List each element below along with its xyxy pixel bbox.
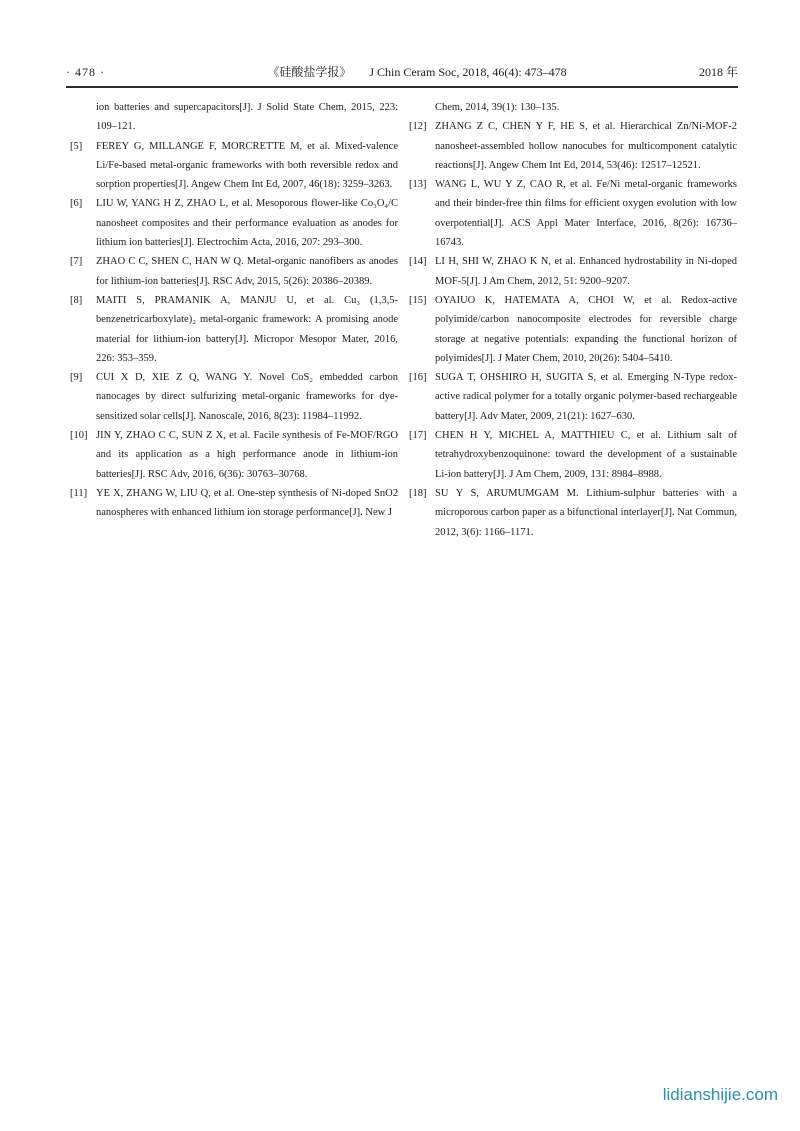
reference-text: YE X, ZHANG W, LIU Q, et al. One-step synthesis of Ni-doped SnO2 nanospheres with enhanced lithium ion storage performance[J]. New J <box>96 487 398 519</box>
reference-label: [13] <box>409 179 427 191</box>
reference-label: [9] <box>70 372 83 384</box>
references-column-left <box>70 98 398 542</box>
reference-text: ion batteries and supercapacitors[J]. J Solid State Chem, 2015, 223: 109–121. <box>96 102 398 133</box>
reference-text: Chem, 2014, 39(1): 130–135. <box>435 102 560 113</box>
reference-text: LIU W, YANG H Z, ZHAO L, et al. Mesoporous flower-like Co₃O₄/C nanosheet composites and their performance evaluation as anodes for lithium ion batteries[J]. Electrochim Acta, 2016, 207: 293–300. <box>96 198 398 249</box>
page-header <box>66 63 738 88</box>
reference-item <box>409 252 737 291</box>
reference-label: [10] <box>70 430 88 442</box>
reference-text: SU Y S, ARUMUMGAM M. Lithium-sulphur batteries with a microporous carbon paper as a bifunctional interlayer[J]. Nat Commun, 2012, 3(6): 1166–1171. <box>435 487 737 538</box>
reference-item <box>409 368 737 426</box>
reference-text: LI H, SHI W, ZHAO K N, et al. Enhanced hydrostability in Ni-doped MOF-5[J]. J Am Chem, 2012, 51: 9200–9207. <box>435 256 737 287</box>
references-section <box>70 98 737 542</box>
page-number: · 478 · <box>66 65 105 79</box>
reference-text: CHEN H Y, MICHEL A, MATTHIEU C, et al. Lithium salt of tetrahydroxybenzoquinone: toward the development of a sustainable Li-ion battery[J]. J Am Chem, 2009, 131: 8984–8988. <box>435 430 737 480</box>
reference-label: [14] <box>409 256 427 268</box>
reference-continuation <box>70 98 398 137</box>
reference-item <box>409 426 737 484</box>
references-column-right <box>409 98 737 542</box>
reference-label: [16] <box>409 372 427 384</box>
reference-item <box>70 252 398 291</box>
reference-text: SUGA T, OHSHIRO H, SUGITA S, et al. Emerging N-Type redox-active radical polymer for a totally organic polymer-based rechargeable battery[J]. Adv Mater, 2009, 21(21): 1627–630. <box>435 372 737 422</box>
journal-citation: J Chin Ceram Soc, 2018, 46(4): 473–478 <box>369 65 567 79</box>
reference-item <box>409 175 737 252</box>
reference-item <box>70 291 398 368</box>
reference-label: [8] <box>70 294 83 306</box>
reference-label: [15] <box>409 294 427 306</box>
reference-item <box>70 426 398 484</box>
reference-item <box>409 291 737 368</box>
reference-item <box>409 117 737 175</box>
reference-text: ZHANG Z C, CHEN Y F, HE S, et al. Hierarchical Zn/Ni-MOF-2 nanosheet-assembled hollow nanocubes for multicomponent catalytic reactions[J]. Angew Chem Int Ed, 2014, 53(46): 12517–12521. <box>435 121 737 171</box>
reference-text: FEREY G, MILLANGE F, MORCRETTE M, et al. Mixed-valence Li/Fe-based metal-organic frameworks with both reversible redox and sorption properties[J]. Angew Chem Int Ed, 2007, 46(18): 3259–3263. <box>96 140 398 191</box>
reference-text: CUI X D, XIE Z Q, WANG Y. Novel CoS₂ embedded carbon nanocages by direct sulfurizing metal-organic frameworks for dye-sensitized solar cells[J]. Nanoscale, 2016, 8(23): 11984–11992. <box>96 372 398 422</box>
reference-item <box>70 194 398 252</box>
reference-text: JIN Y, ZHAO C C, SUN Z X, et al. Facile synthesis of Fe-MOF/RGO and its application as a high performance anode in lithium-ion batteries[J]. RSC Adv, 2016, 6(36): 30763–30768. <box>96 430 398 480</box>
reference-label: [11] <box>70 487 88 499</box>
journal-title <box>156 63 678 80</box>
reference-label: [17] <box>409 430 427 442</box>
journal-title-chinese: 《硅酸盐学报》 <box>267 65 352 79</box>
reference-item <box>70 368 398 426</box>
reference-label: [18] <box>409 487 427 499</box>
reference-label: [6] <box>70 198 83 210</box>
reference-label: [5] <box>70 140 83 152</box>
reference-continuation <box>409 98 737 117</box>
reference-text: MAITI S, PRAMANIK A, MANJU U, et al. Cu₃ (1,3,5-benzenetricarboxylate)₂ metal-organic framework: A promising anode material for lithium-ion battery[J]. Micropor Mesopor Mater, 2016, 226: 353–359. <box>96 294 398 364</box>
reference-text: OYAIUO K, HATEMATA A, CHOI W, et al. Redox-active polyimide/carbon nanocomposite electrodes for reversible charge storage at negative potentials: expanding the functional horizon of polyimides[J]. J Mater Chem, 2010, 20(26): 5404–5410. <box>435 294 737 364</box>
reference-label: [7] <box>70 256 83 268</box>
watermark-link[interactable]: lidianshijie.com <box>662 1085 778 1104</box>
reference-item <box>409 484 737 542</box>
reference-item <box>70 484 398 523</box>
reference-text: ZHAO C C, SHEN C, HAN W Q. Metal-organic nanofibers as anodes for lithium-ion batteries[J]. RSC Adv, 2015, 5(26): 20386–20389. <box>96 256 398 287</box>
reference-text: WANG L, WU Y Z, CAO R, et al. Fe/Ni metal-organic frameworks and their binder-free thin films for efficient oxygen evolution with low overpotential[J]. ACS Appl Mater Interface, 2016, 8(26): 16736–16743. <box>435 179 737 249</box>
reference-label: [12] <box>409 121 427 133</box>
issue-year: 2018 年 <box>698 65 738 79</box>
reference-item <box>70 137 398 195</box>
